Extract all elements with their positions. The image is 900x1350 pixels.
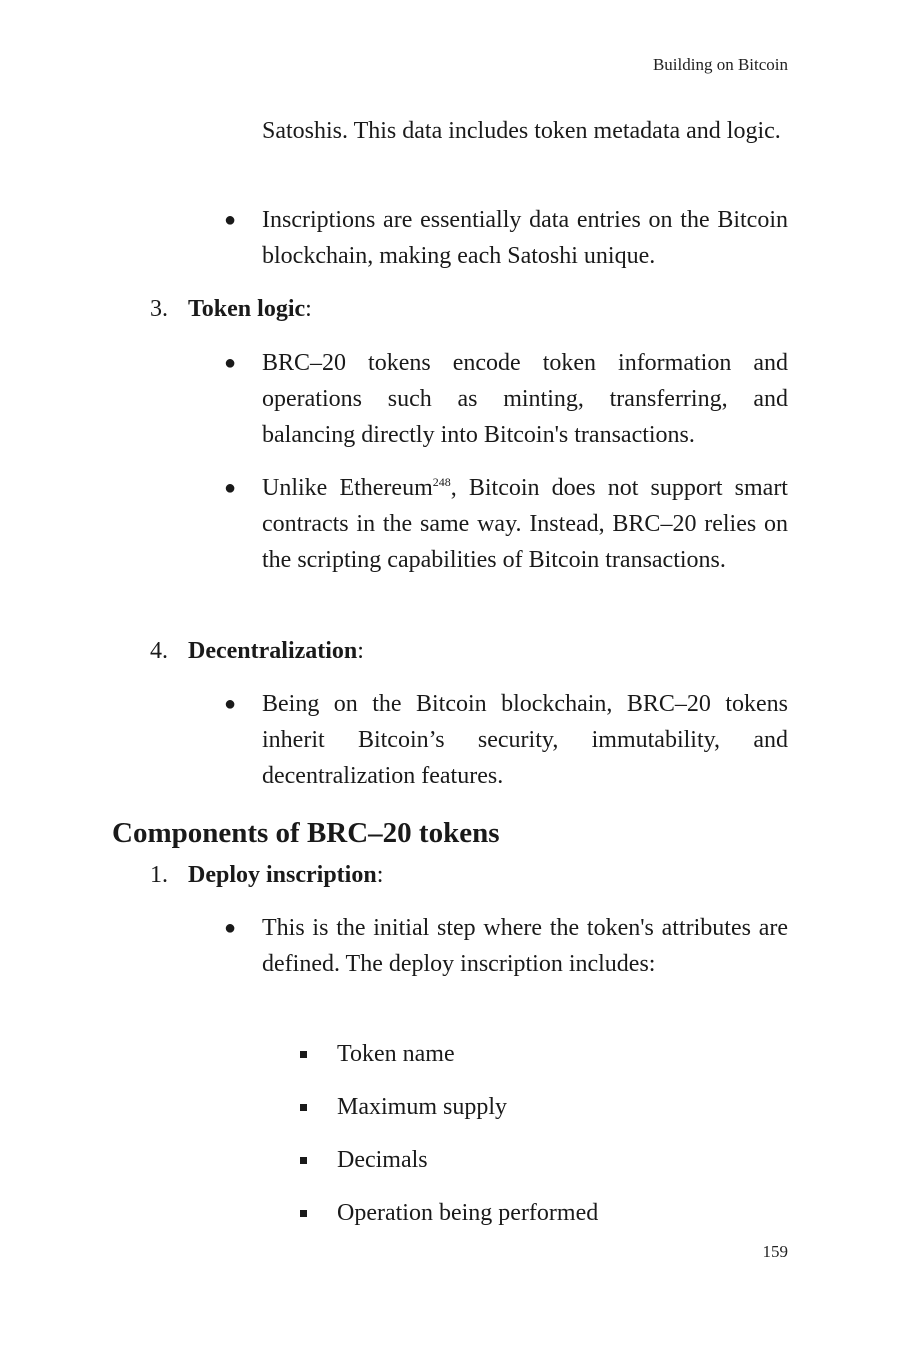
sub-item-decimals: Decimals xyxy=(337,1147,428,1173)
square-bullet-icon xyxy=(300,1104,307,1111)
item-title-colon: : xyxy=(376,862,384,888)
list-number-4: 4. xyxy=(150,638,168,664)
item-title-text: Decentralization xyxy=(188,638,358,664)
bullet-decentralization-1: Being on the Bitcoin blockchain, BRC–20 tokens inherit Bitcoin’s security, immutability, and decentralization features. xyxy=(262,691,788,789)
square-bullet-icon xyxy=(300,1210,307,1217)
page-number: 159 xyxy=(762,1242,788,1261)
item-title-deploy-inscription xyxy=(188,857,383,893)
bullet-token-logic-1: BRC–20 tokens encode token information and operations such as minting, transferring, and balancing directly into Bitcoin's transactions. xyxy=(262,350,788,448)
item-title-token-logic xyxy=(188,291,312,327)
square-bullet-icon xyxy=(300,1157,307,1164)
bullet-icon: ● xyxy=(224,477,237,499)
item-title-decentralization xyxy=(188,633,364,669)
section-heading: Components of BRC–20 tokens xyxy=(112,817,500,849)
bullet-icon: ● xyxy=(224,917,237,939)
bullet-token-logic-2 xyxy=(262,470,788,578)
item-title-colon: : xyxy=(357,638,364,664)
footnote-marker[interactable]: 248 xyxy=(432,475,451,489)
running-header: Building on Bitcoin xyxy=(652,55,788,74)
list-number-3: 3. xyxy=(150,296,168,322)
square-bullet-icon xyxy=(300,1051,307,1058)
bullet-text-before: Unlike Ethereum xyxy=(262,475,433,501)
bullet-icon: ● xyxy=(224,352,237,374)
bullet-icon: ● xyxy=(224,693,237,715)
sub-item-token-name: Token name xyxy=(337,1041,455,1067)
bullet-inscriptions: Inscriptions are essentially data entries on the Bitcoin blockchain, making each Satoshi unique. xyxy=(262,207,788,269)
item-title-text: Token logic xyxy=(188,296,306,322)
item-title-text: Deploy inscription xyxy=(188,862,377,888)
continuation-paragraph: Satoshis. This data includes token metadata and logic. xyxy=(262,118,781,144)
sub-item-operation: Operation being performed xyxy=(337,1200,599,1226)
bullet-text-after: , Bitcoin does not support smart contracts in the same way. Instead, BRC–20 relies on the scripting capabilities of Bitcoin transactions. xyxy=(262,475,788,573)
list-number-1: 1. xyxy=(150,862,168,888)
sub-item-maximum-supply: Maximum supply xyxy=(337,1094,508,1120)
bullet-deploy-inscription-1: This is the initial step where the token's attributes are defined. The deploy inscription includes: xyxy=(262,915,788,977)
bullet-icon: ● xyxy=(224,209,237,231)
item-title-colon: : xyxy=(305,296,312,322)
